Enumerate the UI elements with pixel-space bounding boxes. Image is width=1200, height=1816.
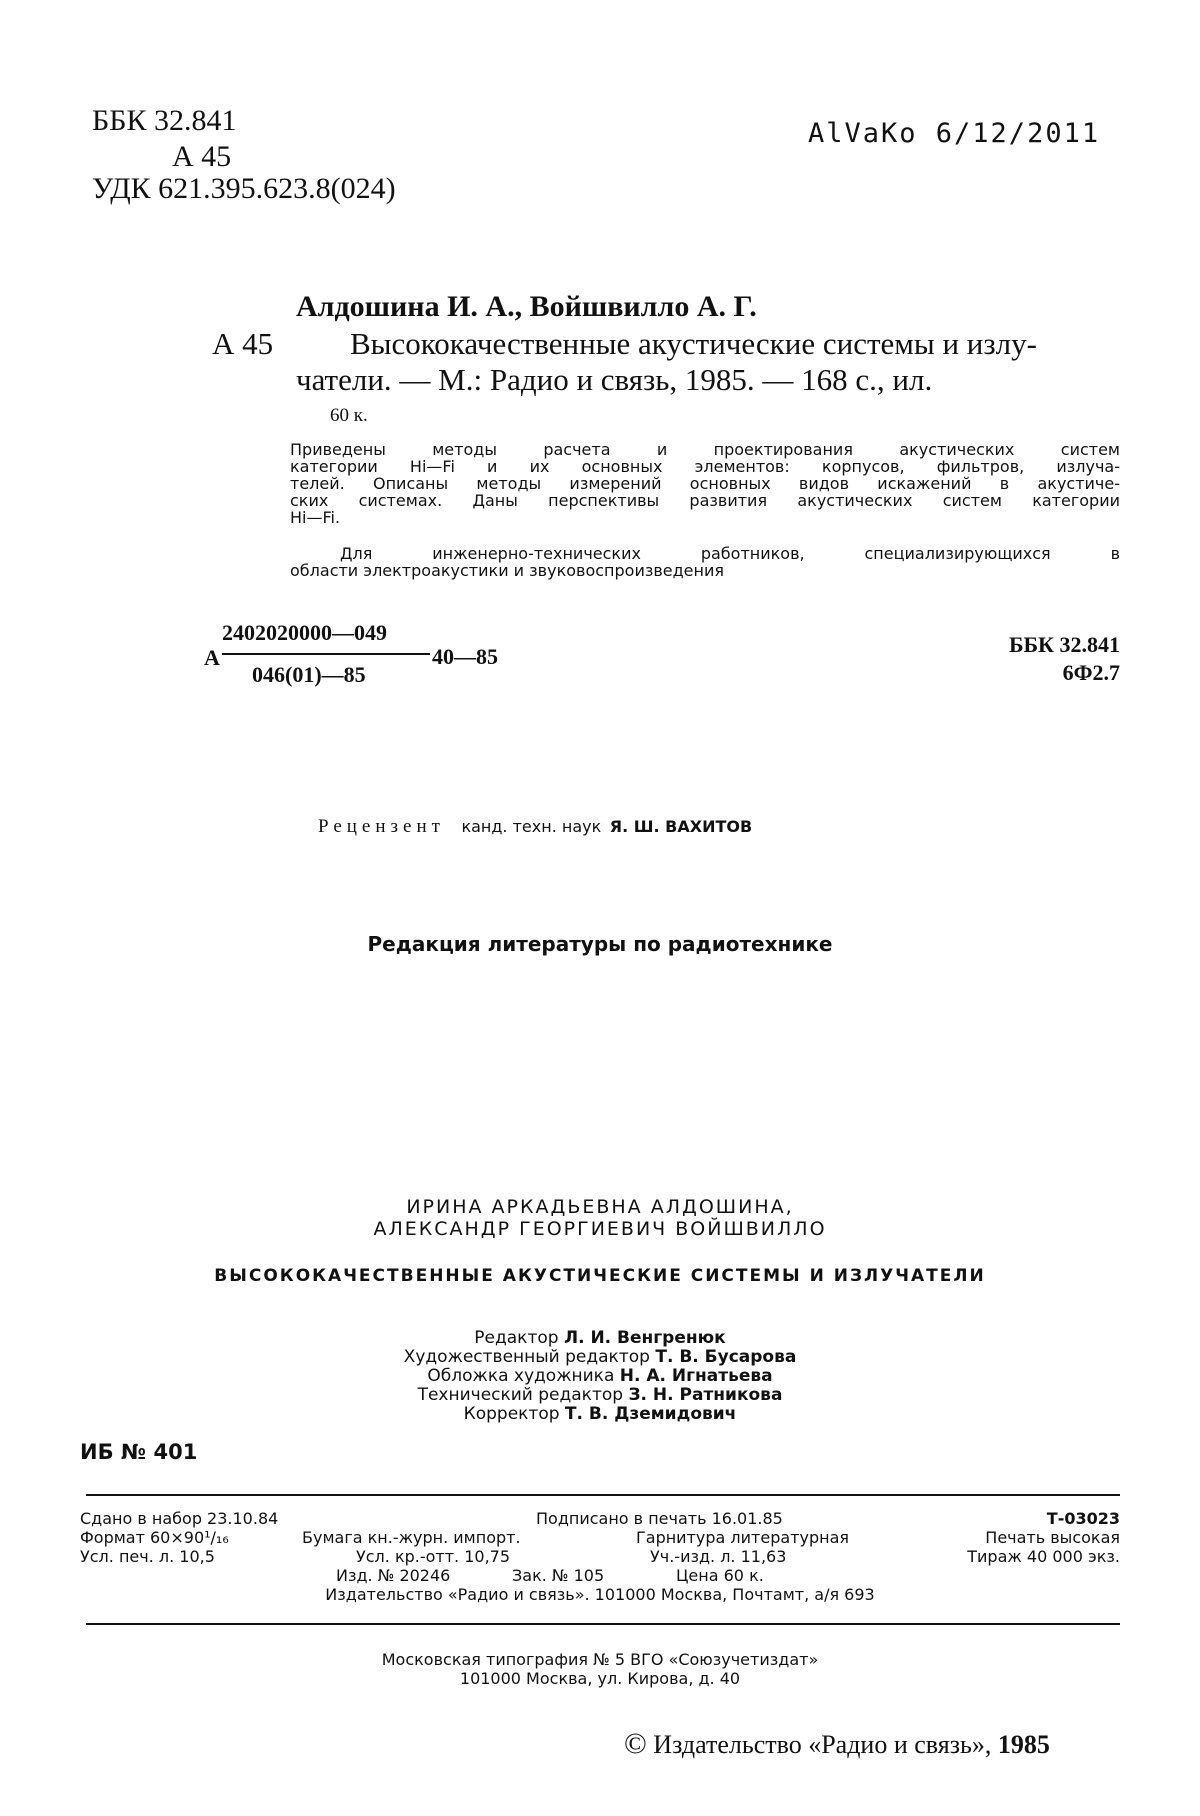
credit-name: Л. И. Венгренюк [563, 1328, 726, 1348]
scan-id: AlVaKo 6/12/2011 [808, 118, 1101, 149]
classification-numerator: 2402020000—049 [222, 620, 387, 645]
imprint-top-rule [86, 1494, 1120, 1496]
fraction-bar [222, 653, 430, 655]
imprint-format: Формат 60×90¹/₁₆ [80, 1528, 229, 1547]
imprint-signed-date: Подписано в печать 16.01.85 [536, 1509, 783, 1528]
index-code: А 45 [172, 140, 232, 173]
imprint-print-type: Печать высокая [985, 1528, 1120, 1547]
citation-title-line2: чатели. — М.: Радио и связь, 1985. — 168 с., ил. [296, 362, 933, 397]
imprint-publisher-address: Издательство «Радио и связь». 101000 Москва, Почтамт, а/я 693 [325, 1585, 875, 1604]
imprint-edition-number: Изд. № 20246 [336, 1566, 451, 1585]
classification-letter: А [204, 645, 220, 670]
annotation-line-3: телей. Описаны методы измерений основных видов искажений в акустиче- [290, 474, 1120, 493]
citation-index: А 45 [212, 326, 274, 361]
credit-name: З. Н. Ратникова [628, 1385, 783, 1405]
citation-authors: Алдошина И. А., Войшвилло А. Г. [296, 290, 757, 323]
ib-number: ИБ № 401 [80, 1440, 198, 1464]
citation-title-line1: Высококачественные акустические системы и излу- [350, 326, 1037, 361]
reviewer-line [318, 816, 752, 838]
credit-role: Технический редактор [417, 1385, 624, 1405]
copyright-line [624, 1727, 1050, 1761]
credit-role: Художественный редактор [403, 1347, 650, 1367]
credit-role: Редактор [474, 1328, 559, 1348]
credit-name: Т. В. Дземидович [564, 1404, 737, 1424]
annotation-line-4: ских системах. Даны перспективы развития акустических систем категории [290, 491, 1120, 510]
imprint-order-number: Зак. № 105 [512, 1566, 605, 1585]
credit-editor [0, 1330, 1200, 1347]
annotation-line-1: Приведены методы расчета и проектирования акустических систем [290, 440, 1120, 459]
imprint-publisher-sheets: Уч.-изд. л. 11,63 [650, 1547, 787, 1566]
editorial-board: Редакция литературы по радиотехнике [367, 932, 833, 956]
copyright-publisher: Издательство «Радио и связь», [653, 1730, 992, 1759]
credit-role: Корректор [463, 1404, 560, 1424]
bbk-code: ББК 32.841 [92, 104, 237, 137]
imprint-paper: Бумага кн.-журн. импорт. [302, 1528, 521, 1547]
citation-price: 60 к. [330, 405, 368, 426]
credit-proofreader [0, 1406, 1200, 1423]
imprint-typeset-date: Сдано в набор 23.10.84 [80, 1509, 279, 1528]
credit-cover-artist [0, 1368, 1200, 1385]
imprint-color-impressions: Усл. кр.-отт. 10,75 [356, 1547, 511, 1566]
imprint-print-run: Тираж 40 000 экз. [967, 1547, 1120, 1566]
annotation-audience-line1: Для инженерно-технических работников, специализирующихся в [340, 544, 1120, 563]
imprint-code: Т-03023 [1046, 1509, 1120, 1528]
reviewer-name: Я. Ш. ВАХИТОВ [609, 817, 753, 836]
credit-role: Обложка художника [427, 1366, 615, 1386]
book-author-1: ИРИНА АРКАДЬЕВНА АЛДОШИНА, [406, 1196, 794, 1218]
annotation-audience-line2: области электроакустики и звуковоспроизведения [290, 561, 725, 580]
reviewer-label: Рецензент [318, 816, 445, 837]
credit-name: Н. А. Игнатьева [619, 1366, 773, 1386]
copyright-icon: © [624, 1727, 647, 1760]
copyright-year: 1985 [997, 1730, 1050, 1759]
imprint-print-sheets: Усл. печ. л. 10,5 [80, 1547, 215, 1566]
annotation-line-2: категории Hi—Fi и их основных элементов: корпусов, фильтров, излуча- [290, 457, 1120, 476]
imprint-bottom-rule [86, 1623, 1120, 1625]
credit-art-editor [0, 1349, 1200, 1366]
printer-address: 101000 Москва, ул. Кирова, д. 40 [459, 1669, 741, 1688]
udk-code: УДК 621.395.623.8(024) [92, 172, 396, 205]
classification-suffix: 40—85 [432, 644, 498, 669]
credit-name: Т. В. Бусарова [655, 1347, 797, 1367]
credits-block [0, 1330, 1200, 1423]
credit-tech-editor [0, 1387, 1200, 1404]
printer-name: Московская типография № 5 ВГО «Союзучетиздат» [381, 1650, 819, 1669]
imprint-typeface: Гарнитура литературная [636, 1528, 849, 1547]
reviewer-text: канд. техн. наук [461, 817, 602, 836]
classification-denominator: 046(01)—85 [252, 662, 366, 687]
book-author-2: АЛЕКСАНДР ГЕОРГИЕВИЧ ВОЙШВИЛЛО [373, 1218, 827, 1240]
annotation-line-5: Hi—Fi. [290, 508, 341, 527]
classification-bbk: ББК 32.841 [1008, 632, 1120, 657]
imprint-price: Цена 60 к. [676, 1566, 764, 1585]
classification-code: 6Ф2.7 [1062, 660, 1120, 685]
book-title: ВЫСОКОКАЧЕСТВЕННЫЕ АКУСТИЧЕСКИЕ СИСТЕМЫ И ИЗЛУЧАТЕЛИ [214, 1266, 986, 1286]
